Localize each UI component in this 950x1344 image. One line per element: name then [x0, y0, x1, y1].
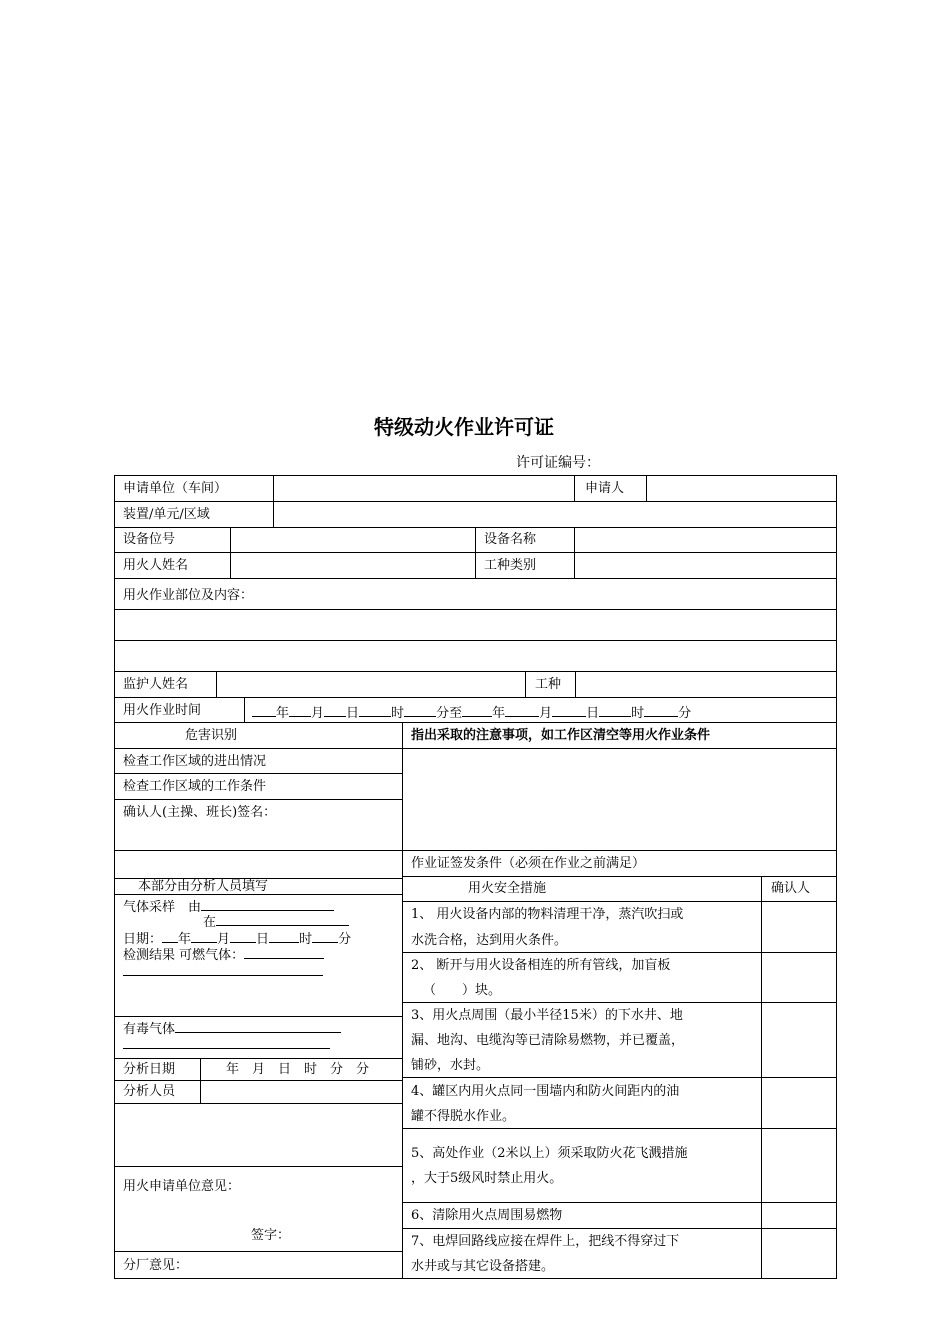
measure-1-line2: 水洗合格，达到用火条件。 [411, 933, 568, 948]
measure-3-line3: 铺砂，水封。 [411, 1058, 490, 1073]
measure-4-line2: 罐不得脱水作业。 [411, 1109, 516, 1124]
measure-5-line2: ，大于5级风时禁止用火。 [411, 1171, 563, 1186]
toxic-gas-blank [123, 1048, 330, 1049]
measure-2-line2: （ ）块。 [423, 983, 502, 998]
analysis-date-label: 分析日期 [123, 1062, 176, 1077]
confirmer-header: 确认人 [771, 881, 811, 896]
combustible-gas-blank [123, 975, 323, 976]
page-title: 特级动火作业许可证 [374, 415, 554, 439]
measure-5-line1: 5、高处作业（2米以上）须采取防火花飞溅措施 [411, 1146, 688, 1161]
conditions-header: 作业证签发条件（必须在作业之前满足） [411, 856, 646, 871]
measure-1-line1: 1、 用火设备内部的物料清理干净，蒸汽吹扫或 [411, 907, 684, 922]
measure-4-line1: 4、罐区内用火点同一围墙内和防火间距内的油 [411, 1084, 680, 1099]
measure-3-line1: 3、用火点周围（最小半径15米）的下水井、地 [411, 1008, 683, 1023]
hazard-item-access: 检查工作区域的进出情况 [123, 754, 267, 769]
applicant-label: 申请人 [585, 481, 625, 496]
device-unit-area-label: 装置/单元/区域 [123, 507, 210, 522]
sign-label: 签字： [251, 1228, 291, 1243]
fire-time-label: 用火作业时间 [123, 703, 202, 718]
guardian-name-label: 监护人姓名 [123, 677, 189, 692]
job-type-category-label: 工种类别 [484, 558, 537, 573]
fire-user-name-label: 用火人姓名 [123, 558, 189, 573]
hazard-item-conditions: 检查工作区域的工作条件 [123, 779, 267, 794]
hazard-header: 危害识别 [185, 728, 238, 743]
measures-header: 用火安全措施 [468, 881, 547, 896]
analyst-label: 分析人员 [123, 1084, 176, 1099]
confirm-sign-label: 确认人(主操、班长)签名： [123, 805, 277, 820]
sampling-date: 日期： 年 月 日 时 分 [123, 932, 352, 947]
measure-7-line1: 7、电焊回路线应接在焊件上，把线不得穿过下 [411, 1234, 680, 1249]
notice-header: 指出采取的注意事项，如工作区清空等用火作业条件 [411, 728, 711, 743]
measure-6-line1: 6、清除用火点周围易燃物 [411, 1208, 563, 1223]
measure-2-line1: 2、 断开与用火设备相连的所有管线，加盲板 [411, 958, 671, 973]
gas-sampling-at: 在 [203, 913, 349, 929]
measure-3-line2: 漏、地沟、电缆沟等已清除易燃物，并已覆盖， [411, 1033, 685, 1048]
job-type-label: 工种 [535, 677, 562, 692]
equipment-tag-label: 设备位号 [123, 532, 176, 547]
applicant-opinion-label: 用火申请单位意见： [123, 1179, 241, 1194]
measure-7-line2: 水井或与其它设备搭建。 [411, 1259, 555, 1274]
analysis-fill-by: 本部分由分析人员填写 [138, 879, 269, 894]
branch-opinion-label: 分厂意见： [123, 1258, 189, 1273]
fire-location-content-label: 用火作业部位及内容： [123, 588, 254, 603]
analysis-date-units: 年 月 日 时 分 分 [226, 1062, 370, 1077]
combustible-gas-line: 检测结果 可燃气体： [123, 946, 324, 962]
fire-time-blanks: 年 月 日 时 分至 年 月 日 时 分 [252, 704, 691, 720]
applicant-unit-label: 申请单位（车间） [123, 481, 228, 496]
equipment-name-label: 设备名称 [484, 532, 537, 547]
permit-number-label: 许可证编号： [516, 455, 600, 471]
gas-sampling-line: 气体采样 由 [123, 898, 334, 914]
toxic-gas-line: 有毒气体 [123, 1020, 341, 1036]
